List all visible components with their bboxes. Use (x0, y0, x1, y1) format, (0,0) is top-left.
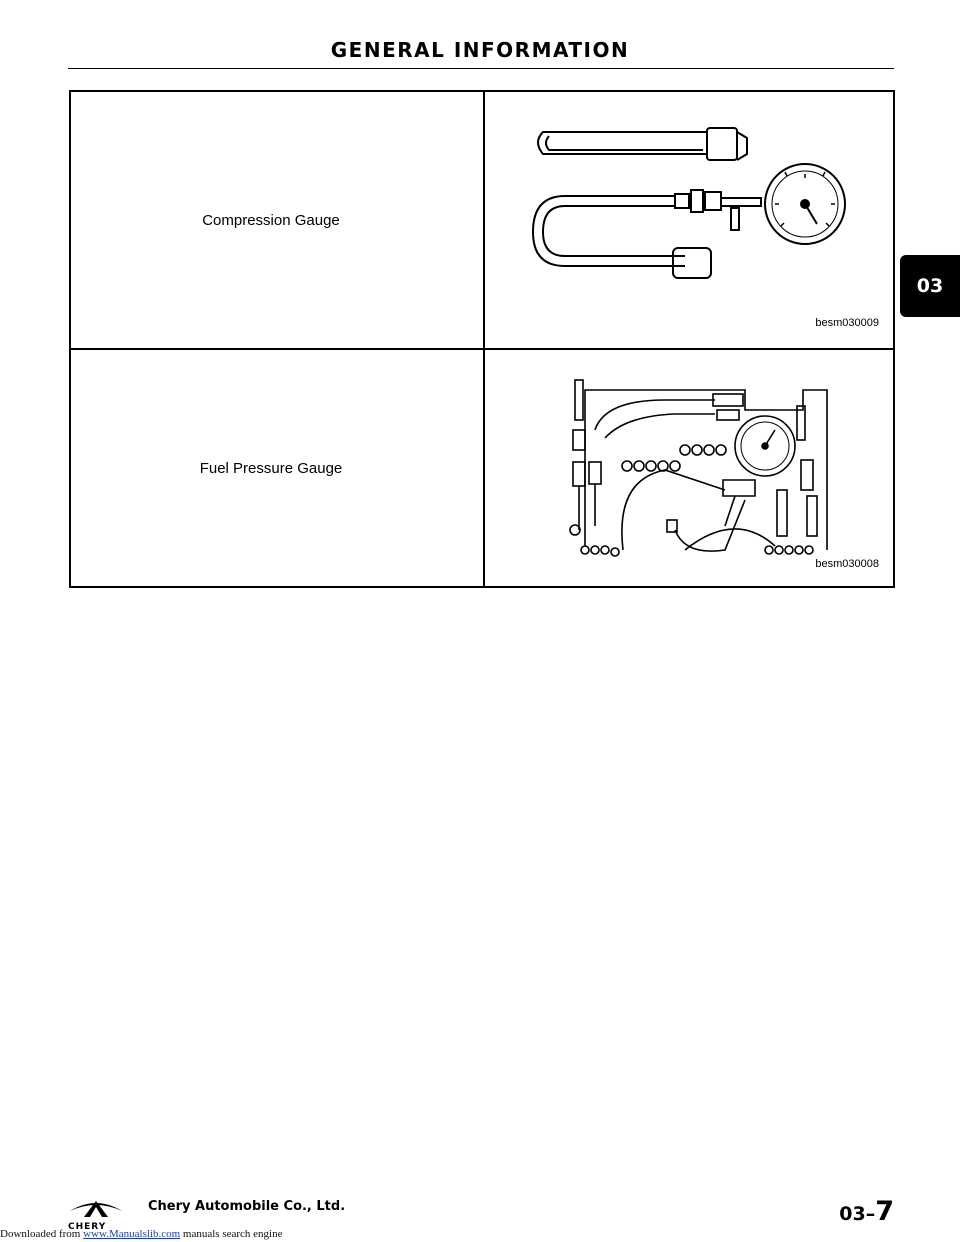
download-suffix: manuals search engine (180, 1228, 283, 1240)
tool-name: Fuel Pressure Gauge (199, 459, 343, 477)
section-tab: 03 (900, 255, 960, 317)
tool-figure-cell (484, 91, 894, 349)
page-number-value: 7 (875, 1196, 894, 1227)
tool-name: Compression Gauge (202, 211, 340, 229)
tool-name-cell (70, 91, 484, 349)
tool-name-cell (70, 349, 484, 587)
figure-code: besm030009 (815, 317, 879, 329)
table-row (70, 91, 894, 349)
compression-gauge-illustration (485, 92, 897, 348)
figure-code: besm030008 (815, 558, 879, 570)
fuel-pressure-gauge-illustration (485, 350, 897, 586)
logo-wordmark: CHERY (68, 1222, 107, 1232)
download-prefix: Downloaded from (0, 1228, 84, 1240)
header-divider (68, 68, 894, 69)
manualslib-link[interactable]: www.Manualslib.com (83, 1228, 181, 1240)
page-header-title: GENERAL INFORMATION (330, 38, 630, 62)
tool-figure-cell (484, 349, 894, 587)
page-number (839, 1196, 894, 1227)
page-prefix: 03– (839, 1203, 876, 1225)
table-row (70, 349, 894, 587)
company-name: Chery Automobile Co., Ltd. (148, 1199, 346, 1214)
download-note (0, 1228, 282, 1240)
special-tools-table (69, 90, 895, 588)
